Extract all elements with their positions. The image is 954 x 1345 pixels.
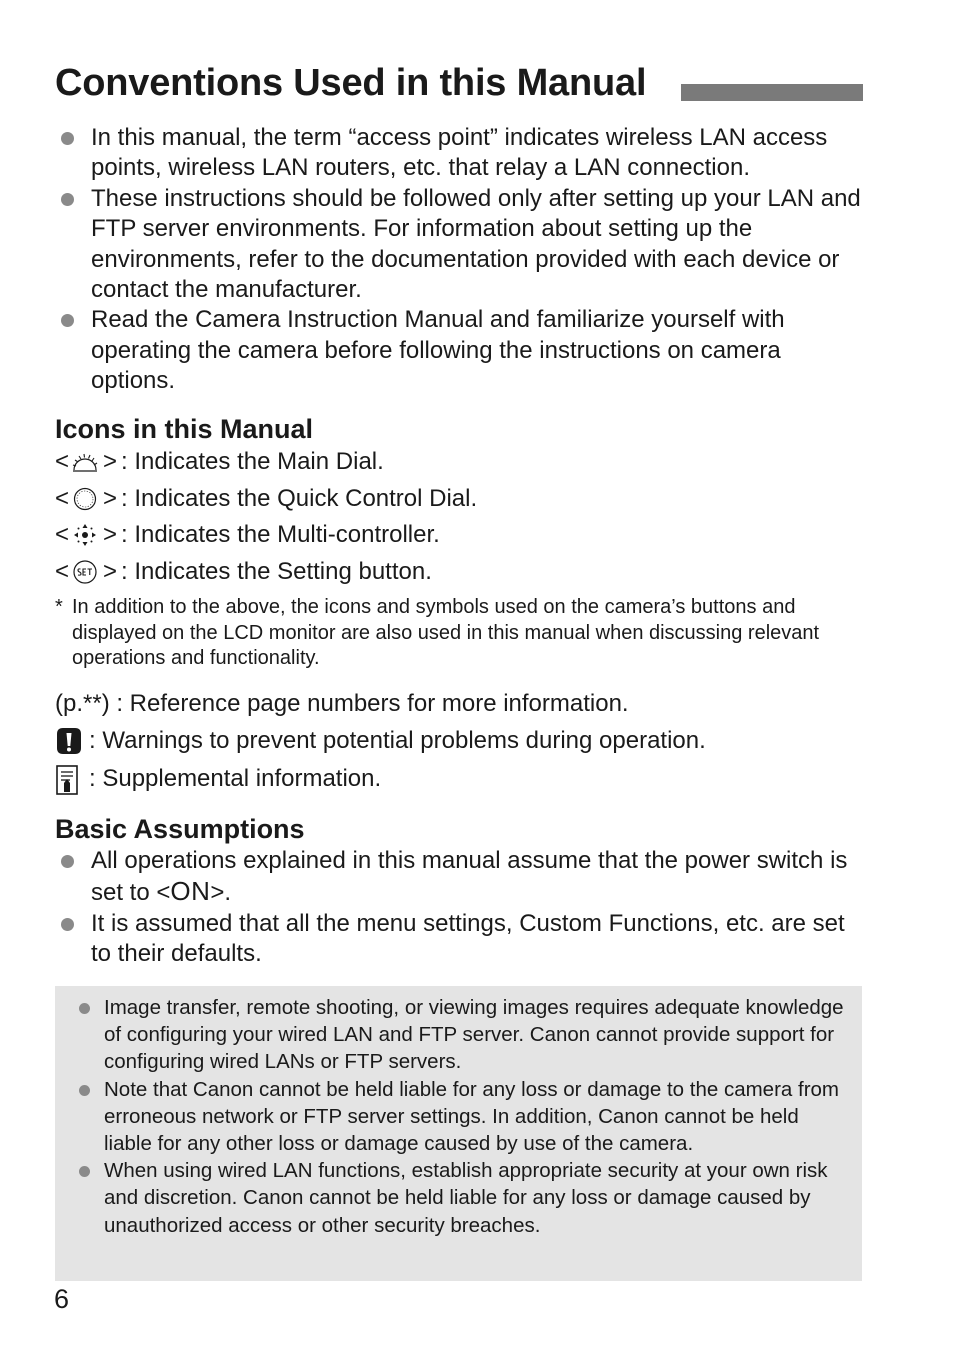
icons-heading: Icons in this Manual	[55, 414, 314, 444]
list-item: These instructions should be followed only after setting up your LAN and FTP server environments. For information about setting up the environments, refer to the documentation provided with each device or contact the manufacturer.	[55, 184, 865, 306]
basic-assumptions-heading: Basic Assumptions	[55, 814, 305, 844]
list-item: All operations explained in this manual assume that the power switch is set to <ON>.	[55, 846, 865, 909]
main-dial-icon	[71, 449, 99, 475]
list-item: Note that Canon cannot be held liable for any loss or damage to the camera from erroneous network or FTP server settings. In addition, Canon cannot be held liable for any other loss or damage caused by use of the camera.	[78, 1076, 848, 1158]
quick-control-dial-icon	[71, 486, 99, 512]
bullet-icon	[61, 132, 74, 145]
multi-controller-icon	[71, 522, 99, 548]
title-decor-bar	[681, 84, 863, 101]
manual-page: Conventions Used in this Manual In this manual, the term “access point” indicates wireless LAN access points, wireless LAN routers, etc. that relay a LAN connection. These instructions should be followed only after setting up your LAN and FTP server environments. For information about setting up the environments, refer to the documentation provided with each device or contact the manufacturer. Read the Camera Instruction Manual and familiarize yourself with operating the camera before following the instructions on camera options. Icons in this Manual < > : Indicates the Main Dial. < > : Indicates the Quick Control Dial. < > : Indicates the Multi-controller. < > : Indicates the Setting button. * In addition to the above, the icons and symbols used on the camera’s buttons and displayed on the LCD monitor are also used in this manual when discussing relevant operations and functionality. (p.**) : Reference page numbers for more information. : Warnings to prevent potential problems during operation. : Supplemental information. Basic Assumptions All operations explained in this manual assume that the power switch is set to <ON>. It is assumed that all the menu settings, Custom Functions, etc. are set to their defaults. Image transfer, remote shooting, or viewing images requires adequate knowledge of configuring your wired LAN and FTP server. Canon cannot provide support for configuring wired LANs or FTP servers. Note that Canon cannot be held liable for any loss or damage to the camera from erroneous network or FTP server settings. In addition, Canon cannot be held liable for any other loss or damage caused by use of the camera. When using wired LAN functions, establish appropriate security at your own risk and discretion. Canon cannot be held liable for any loss or damage caused by unauthorized access or other security breaches. 6	[0, 0, 954, 1345]
list-item: In this manual, the term “access point” indicates wireless LAN access points, wireless LAN routers, etc. that relay a LAN connection.	[55, 123, 865, 184]
bullet-icon	[61, 918, 74, 931]
bullet-icon	[79, 1003, 90, 1014]
list-item: When using wired LAN functions, establish appropriate security at your own risk and discretion. Canon cannot be held liable for any loss or damage caused by unauthorized access or other security breaches.	[78, 1157, 848, 1239]
title-row	[55, 62, 863, 112]
power-on-label: ON	[170, 876, 211, 907]
supplemental-memo-icon	[55, 764, 81, 796]
caution-box	[55, 986, 862, 1281]
warning-icon	[55, 726, 83, 756]
bullet-icon	[61, 193, 74, 206]
bullet-icon	[79, 1166, 90, 1177]
page-reference-legend: (p.**) : Reference page numbers for more information.	[55, 690, 629, 717]
page-number: 6	[54, 1284, 70, 1314]
list-item: It is assumed that all the menu settings, Custom Functions, etc. are set to their defaults.	[55, 909, 865, 970]
intro-bullet-list	[55, 123, 865, 397]
icons-footnote: * In addition to the above, the icons and symbols used on the camera’s buttons and displayed on the LCD monitor are also used in this manual when discussing relevant operations and functionality.	[55, 596, 820, 669]
bullet-icon	[79, 1085, 90, 1096]
list-item: Image transfer, remote shooting, or viewing images requires adequate knowledge of configuring your wired LAN and FTP server. Canon cannot provide support for configuring wired LANs or FTP servers.	[78, 994, 848, 1076]
basic-assumptions-list	[55, 846, 865, 970]
caution-list	[78, 994, 848, 1239]
bullet-icon	[61, 314, 74, 327]
set-button-icon	[71, 559, 99, 585]
bullet-icon	[61, 855, 74, 868]
list-item: Read the Camera Instruction Manual and familiarize yourself with operating the camera before following the instructions on camera options.	[55, 305, 865, 396]
page-title: Conventions Used in this Manual	[55, 62, 647, 104]
